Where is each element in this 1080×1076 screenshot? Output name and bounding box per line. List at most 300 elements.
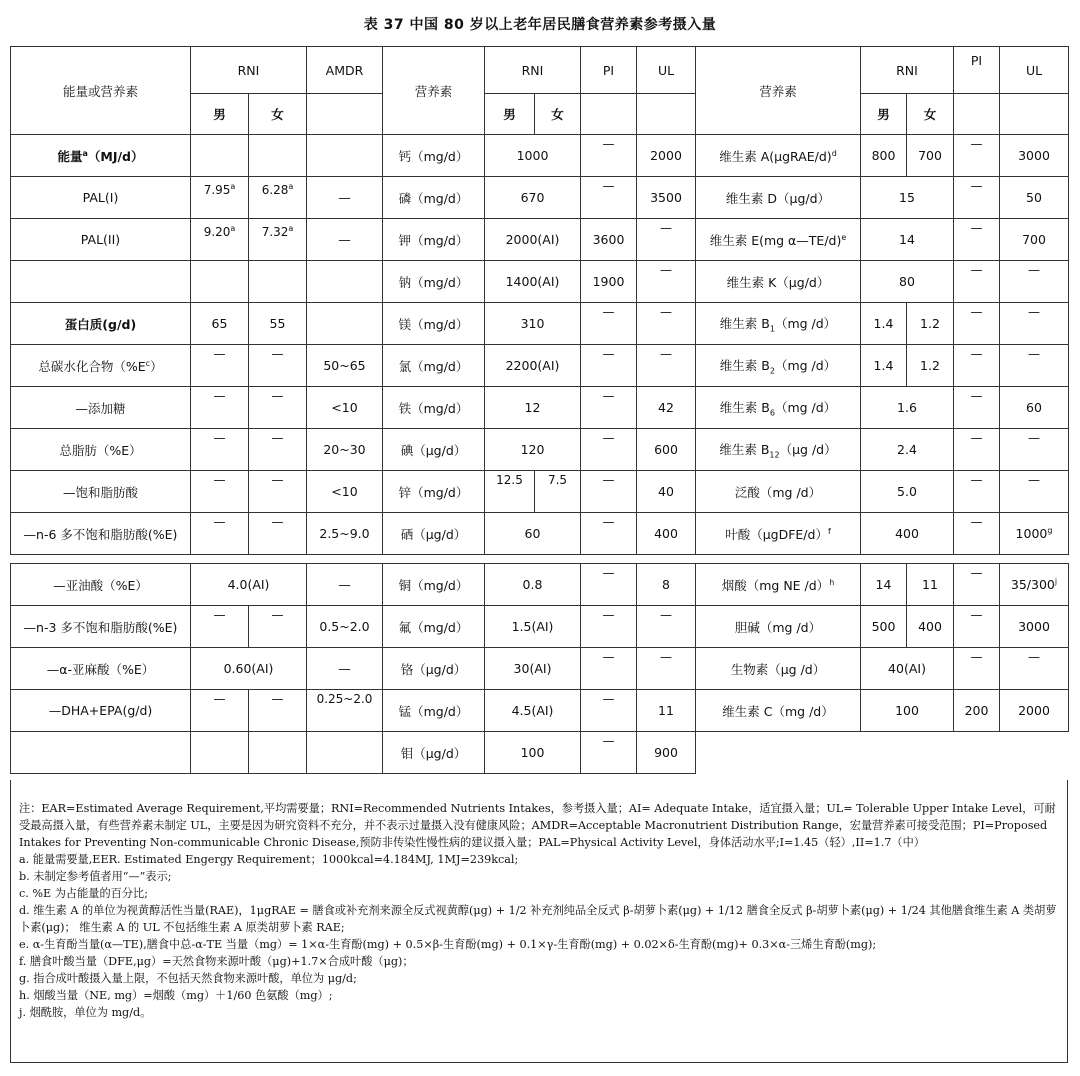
female-value [907,345,954,387]
dash-mark: — [970,305,983,319]
dash-mark: — [338,232,351,247]
nutrient-name: 蛋白质(g/d) [64,316,137,332]
nutrient-name: 铬（μg/d） [400,661,467,677]
rni-value: 15 [899,190,915,205]
rni-value: 1.5(AI) [511,619,554,634]
nutrient-name-cell [11,564,191,606]
footnote-mark: a [230,224,236,233]
amdr-value [307,564,383,606]
footnote-mark: a [288,182,294,191]
dash-mark: — [602,473,615,487]
female-value: 7.5 [547,473,568,487]
amdr-value [307,690,383,732]
footnotes [10,780,1068,1063]
pi-value [581,177,637,219]
female-value: 7.32 [261,225,289,239]
dash-mark: — [660,221,672,235]
dash-mark: — [213,389,226,403]
header-pi: PI [581,47,637,94]
nutrient-name: PAL(II) [80,232,121,247]
female-value [249,690,307,732]
rni-value [861,387,954,429]
amdr-value: <10 [331,484,358,499]
male-value [191,606,249,648]
female-value: 6.28 [261,183,289,197]
amdr-value [307,732,383,774]
footnote-mark: a [230,182,236,191]
nutrient-name: 维生素 D（μg/d） [725,190,831,206]
nutrient-name: 锰（mg/d） [398,703,469,719]
rni-value [861,648,954,690]
amdr-value: 50~65 [323,358,366,373]
dash-mark: — [602,305,615,319]
nutrient-name-cell [383,261,485,303]
ul-value [1000,564,1069,606]
rni-value: 120 [520,442,545,457]
dash-mark: — [602,692,615,706]
footnote-line: j. 烟酰胺，单位为 mg/d。 [19,1006,152,1019]
ul-value [637,429,696,471]
ul-value [1000,261,1069,303]
pi-value: 1900 [592,274,625,289]
ul-value: 3000 [1018,619,1050,634]
nutrient-name-cell [11,303,191,345]
dash-mark: — [602,650,615,664]
dash-mark: — [602,608,615,622]
dash-mark: — [271,692,284,706]
pi-value [954,345,1000,387]
amdr-value [307,345,383,387]
dash-mark: — [970,608,983,622]
female-value: 1.2 [920,358,940,373]
nutrient-name-cell [696,513,861,555]
nutrient-name-cell [696,564,861,606]
ul-value [1000,387,1069,429]
male-value [191,261,249,303]
pi-value: 3600 [592,232,625,247]
nutrient-name: 维生素 K（μg/d） [726,274,830,290]
nutrient-name-cell [383,513,485,555]
nutrient-name: 生物素（μg /d） [730,661,826,677]
amdr-value [307,513,383,555]
rni-value [861,261,954,303]
header-female: 女 [907,94,954,135]
female-value [249,219,307,261]
rni-value: 1400(AI) [505,274,560,289]
nutrient-unit: （μg /d） [779,441,837,457]
rni-value: 100 [520,745,545,760]
pi-value [581,690,637,732]
dash-mark: — [213,608,226,622]
amdr-value: <10 [331,400,358,415]
female-value [249,732,307,774]
rni-value [861,690,954,732]
ul-value [1000,513,1069,555]
ul-value: 2000 [1018,703,1050,718]
ul-value [637,345,696,387]
dash-mark: — [602,389,615,403]
nutrient-name: 维生素 C（mg /d） [722,703,834,719]
pi-value [954,690,1000,732]
male-value: 7.95 [203,183,231,197]
pi-value [954,261,1000,303]
female-value [249,513,307,555]
nutrient-name-cell [383,606,485,648]
nutrient-name: 锌（mg/d） [398,484,469,500]
nutrient-name: 钾（mg/d） [398,232,469,248]
rni-value: 310 [520,316,545,331]
pi-value [954,564,1000,606]
header-nutrient: 营养素 [383,47,485,135]
amdr-value: 20~30 [323,442,366,457]
ul-value [637,564,696,606]
dash-mark: — [660,263,672,277]
nutrient-name: 镁（mg/d） [398,316,469,332]
dash-mark: — [602,179,615,193]
rni-value [191,648,307,690]
rni-value [485,303,581,345]
nutrient-name: 泛酸（mg /d） [734,484,822,500]
rni-value: 14 [899,232,915,247]
ul-value: 600 [654,442,678,457]
rni-value: 40(AI) [888,661,926,676]
nutrient-name-cell [696,690,861,732]
male-value: 12.5 [496,473,523,487]
rni-value: 4.5(AI) [511,703,554,718]
ul-value: 11 [658,703,674,718]
ul-value [1000,303,1069,345]
male-value [191,135,249,177]
nutrient-name: —DHA+EPA(g/d) [48,703,153,718]
male-value [191,303,249,345]
ul-value: 8 [662,577,670,592]
ul-value: 60 [1026,400,1042,415]
nutrient-name: 维生素 A(μgRAE/d) [719,148,832,164]
header-ul: UL [1000,47,1069,94]
female-value [907,606,954,648]
female-value [535,471,581,513]
nutrient-name-cell [696,345,861,387]
ul-value [637,513,696,555]
rni-value [485,177,581,219]
footnote-mark: g [1047,525,1053,535]
footnote-mark: a [288,224,294,233]
footnote-line: b. 未制定参考值者用“—”表示; [19,870,172,883]
rni-value [485,732,581,774]
pi-value: 200 [964,703,989,718]
rni-value: 0.60(AI) [223,661,274,676]
nutrient-name-cell [383,387,485,429]
rni-value [861,177,954,219]
dash-mark: — [602,734,615,748]
amdr-value [307,648,383,690]
male-value [191,177,249,219]
rni-value [191,564,307,606]
nutrient-name-cell [11,135,191,177]
dash-mark: — [602,431,615,445]
male-value: 500 [871,619,896,634]
nutrient-name: 维生素 E(mg α—TE/d) [709,232,842,248]
dash-mark: — [970,473,983,487]
ul-value [1000,135,1069,177]
nutrient-name-cell [696,177,861,219]
table-row [11,345,1069,387]
footnote-mark: d [831,148,837,158]
dash-mark: — [970,431,983,445]
nutrient-name: 铜（mg/d） [398,577,469,593]
nutrient-name: 铁（mg/d） [398,400,469,416]
rni-value: 1.6 [897,400,917,415]
nutrient-name-cell [383,471,485,513]
nutrient-name: 氯（mg/d） [398,358,469,374]
header-energy: 能量或营养素 [11,47,191,135]
nutrient-name: —n-6 多不饱和脂肪酸(%E) [23,526,178,542]
ul-value [637,606,696,648]
pi-value [581,732,637,774]
ul-value: 50 [1026,190,1042,205]
male-value [191,690,249,732]
nutrient-name-cell [383,135,485,177]
ul-value: 40 [658,484,674,499]
ul-value [1000,345,1069,387]
amdr-value: 0.25~2.0 [316,692,373,706]
dash-mark: — [660,305,672,319]
rni-value [485,135,581,177]
dash-mark: — [1028,305,1040,319]
dash-mark: — [213,347,226,361]
footnote-line: a. 能量需要量,EER. Estimated Engergy Requirement；1000kcal=4.184MJ, 1MJ=239kcal; [19,853,519,866]
rni-value: 60 [524,526,541,541]
nutrient-name: 能量 [57,148,83,164]
amdr-value [307,471,383,513]
header-female: 女 [249,94,307,135]
ul-value [1000,177,1069,219]
female-value [907,135,954,177]
female-value [907,564,954,606]
rni-value: 400 [895,526,919,541]
dash-mark: — [338,661,351,676]
ul-value [1000,471,1069,513]
rni-value [485,513,581,555]
nutrient-name-cell [383,429,485,471]
header-pi: PI [954,47,1000,94]
ul-value [637,219,696,261]
pi-value [954,303,1000,345]
footnote-line: 注：EAR=Estimated Average Requirement,平均需要量；RNI=Recommended Nutrients Intakes，参考摄入量；AI= Adequate Intake，适宜摄入量；UL= Tolerable Upper Intake Level，可耐受最高摄入量，有些营养素未制定 UL，主要是因为研究资料不充分，并不表示过量摄入没有健康风险；AMDR=Acceptable Macronutrient Distribution Range，宏量营养素可接受范围；PI=Proposed Intakes for Preventing Non-communicable Chronic Disease,预防非传染性慢性病的建议摄入量；PAL=Physical Activity Level，身体活动水平;I=1.45（轻）,II=1.7（中） [19,802,1056,849]
nutrient-name-cell [696,261,861,303]
nutrient-name-cell [11,471,191,513]
male-value [861,135,907,177]
dash-mark: — [970,263,983,277]
subscript: 6 [769,408,775,418]
rni-value [861,513,954,555]
nutrient-name-cell [11,345,191,387]
nutrient-table [10,46,1069,774]
pi-value [581,219,637,261]
nutrient-name-cell [11,219,191,261]
header-rni: RNI [861,47,954,94]
nutrient-name: 维生素 B [719,441,770,457]
table-title: 表 37 中国 80 岁以上老年居民膳食营养素参考摄入量 [363,17,717,33]
dash-mark: — [602,515,615,529]
rni-value: 30(AI) [513,661,552,676]
table-row [11,648,1069,690]
ul-value [637,135,696,177]
nutrient-name-cell [383,219,485,261]
pi-value [954,177,1000,219]
nutrient-name: 硒（μg/d） [400,526,467,542]
nutrient-name-cell [696,219,861,261]
nutrient-name-cell [11,513,191,555]
nutrient-name: —n-3 多不饱和脂肪酸(%E) [23,619,178,635]
rni-value [485,648,581,690]
rni-value [861,471,954,513]
amdr-value [307,303,383,345]
male-value [191,471,249,513]
rni-value [485,606,581,648]
female-value: 11 [922,577,938,592]
ul-value: 1000 [1015,526,1048,542]
nutrient-name: —添加糖 [75,400,126,416]
male-value [191,387,249,429]
nutrient-unit: （mg /d） [774,357,837,373]
footnote-line: c. %E 为占能量的百分比; [19,887,149,900]
dash-mark: — [660,608,672,622]
footnote-line: e. α-生育酚当量(α—TE),膳食中总-α-TE 当量（mg）= 1×α-生育酚(mg) + 0.5×β-生育酚(mg) + 0.1×γ-生育酚(mg) + 0.02×δ-生育酚(mg)+ 0.3×α-三烯生育酚(mg); [19,938,877,951]
rni-value [485,219,581,261]
ul-value: 900 [654,745,678,760]
male-value: 14 [875,577,892,592]
amdr-value [307,387,383,429]
nutrient-name-cell [11,387,191,429]
table-row [11,219,1069,261]
table-row [11,261,1069,303]
nutrient-name-cell [11,261,191,303]
male-value [191,219,249,261]
rni-value [485,429,581,471]
footnote-line: f. 膳食叶酸当量（DFE,μg）=天然食物来源叶酸（μg)+1.7×合成叶酸（μg)； [19,955,414,968]
dash-mark: — [970,389,983,403]
nutrient-name: —饱和脂肪酸 [62,484,138,500]
amdr-value [307,135,383,177]
nutrient-name-cell [383,732,485,774]
footnote-mark: f [827,526,831,536]
male-value: 65 [211,316,228,331]
nutrient-name-cell [383,690,485,732]
ul-value [1000,690,1069,732]
ul-value [637,732,696,774]
header-rni: RNI [485,47,581,94]
nutrient-name: PAL(I) [82,190,119,205]
dash-mark: — [271,608,284,622]
header-female: 女 [535,94,581,135]
ul-value [637,471,696,513]
nutrient-name: —α-亚麻酸（%E） [46,661,155,677]
female-value [249,387,307,429]
nutrient-name-cell [696,606,861,648]
ul-value: 35/300 [1010,577,1055,593]
nutrient-name-cell [383,345,485,387]
female-value [249,606,307,648]
male-value: 1.4 [873,358,894,373]
female-value: 400 [918,619,942,634]
amdr-value [307,429,383,471]
male-value [191,513,249,555]
rni-value [861,219,954,261]
gap-cell [11,555,1069,564]
dash-mark: — [213,692,226,706]
rni-value [861,429,954,471]
rni-value [485,564,581,606]
header-rni: RNI [191,47,307,94]
ul-value: 2000 [650,148,682,163]
rni-value: 4.0(AI) [227,577,270,592]
male-value [191,732,249,774]
section-gap [11,555,1069,564]
pi-value [954,648,1000,690]
male-value [861,303,907,345]
ul-value [637,177,696,219]
rni-value [485,387,581,429]
header-blank [307,94,383,135]
rni-value: 100 [895,703,919,718]
amdr-value [307,219,383,261]
dash-mark: — [660,347,672,361]
table-row [11,387,1069,429]
nutrient-name: 钼（μg/d） [400,745,467,761]
ul-value [637,387,696,429]
dash-mark: — [338,577,351,592]
ul-value: 400 [654,526,678,541]
nutrient-unit: （mg /d） [774,315,837,331]
footnote-mark: a [82,148,88,158]
pi-value [581,135,637,177]
pi-value [581,606,637,648]
header-blank [1000,94,1069,135]
rni-value: 1000 [516,148,549,163]
dash-mark: — [660,650,672,664]
footnote-mark: j [1054,576,1058,586]
pi-value [954,606,1000,648]
dash-mark: — [271,473,284,487]
nutrient-name-cell [383,177,485,219]
female-value: 55 [269,316,286,331]
male-value [485,471,535,513]
nutrient-name-cell [696,303,861,345]
ul-value [637,690,696,732]
nutrient-name: 总碳水化合物（%E [38,358,146,374]
male-value [191,345,249,387]
pi-value [954,471,1000,513]
table-row [11,513,1069,555]
ul-value: 42 [658,400,674,415]
table-row [11,135,1069,177]
rni-value: 80 [899,274,915,289]
female-value [249,429,307,471]
female-value: 1.2 [920,316,940,331]
pi-value [581,648,637,690]
pi-value [954,513,1000,555]
dash-mark: — [970,347,983,361]
dash-mark: — [970,221,983,235]
rni-value: 2000(AI) [505,232,560,247]
footnote-mark: h [829,577,835,587]
ul-value: 3500 [650,190,682,205]
pi-value [954,429,1000,471]
nutrient-name: —亚油酸（%E） [53,577,148,593]
amdr-value [307,261,383,303]
pi-value [581,261,637,303]
